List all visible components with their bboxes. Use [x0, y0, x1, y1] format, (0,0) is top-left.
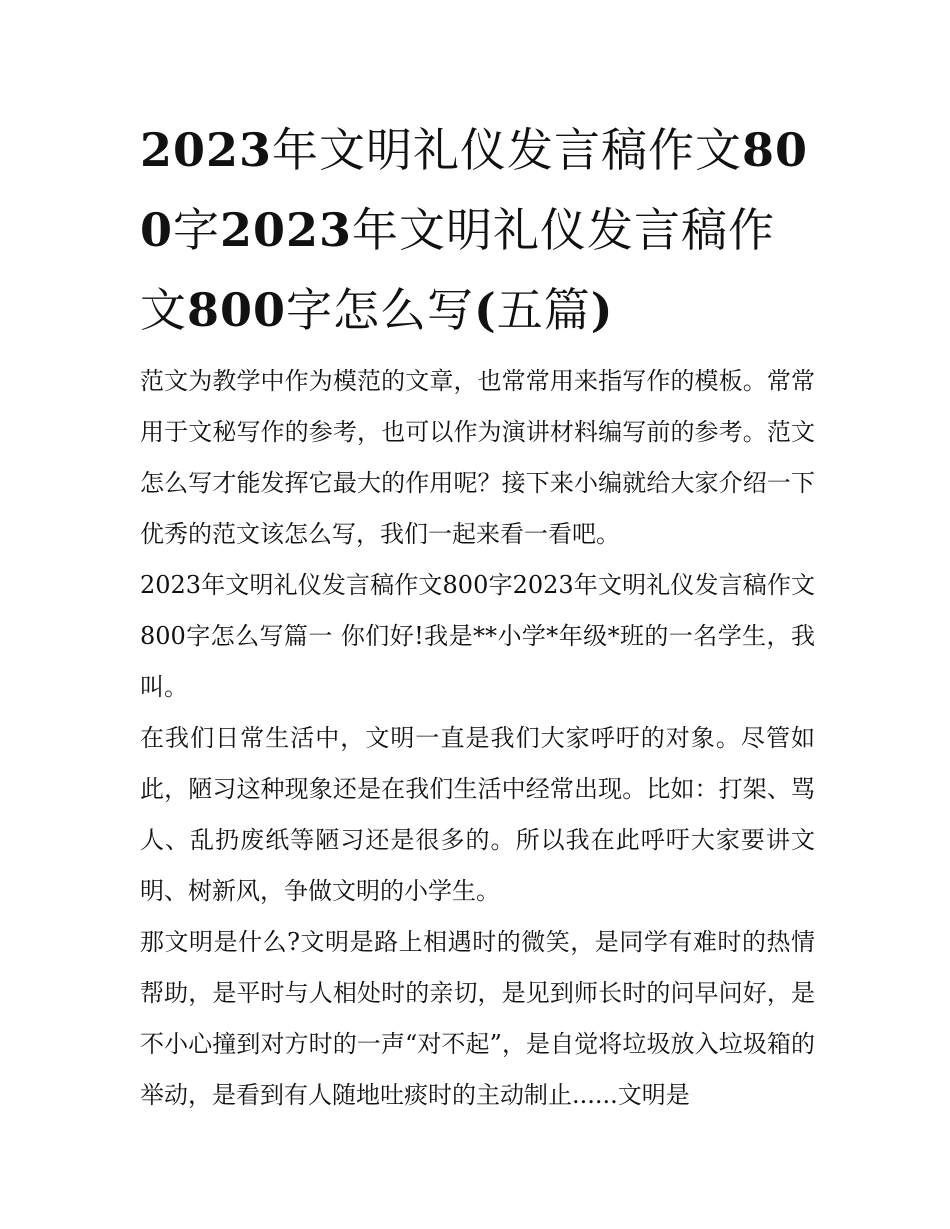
document-page [140, 110, 815, 1121]
paragraph-daily-life: 在我们日常生活中，文明一直是我们大家呼吁的对象。尽管如此，陋习这种现象还是在我们生活中经常出现。比如：打架、骂人、乱扔废纸等陋习还是很多的。所以我在此呼吁大家要讲文明、树新风，争做文明的小学生。 [140, 724, 815, 905]
document-title: 2023年文明礼仪发言稿作文800字2023年文明礼仪发言稿作文800字怎么写(五篇) [140, 123, 809, 337]
paragraph-what-is-civility: 那文明是什么?文明是路上相遇时的微笑，是同学有难时的热情帮助，是平时与人相处时的亲切，是见到师长时的问早问好，是不小心撞到对方时的一声“对不起”，是自觉将垃圾放入垃圾箱的举动，是看到有人随地吐痰时的主动制止......文明是 [140, 928, 815, 1109]
paragraph-intro: 范文为教学中作为模范的文章，也常常用来指写作的模板。常常用于文秘写作的参考，也可以作为演讲材料编写前的参考。范文怎么写才能发挥它最大的作用呢？接下来小编就给大家介绍一下优秀的范文该怎么写，我们一起来看一看吧。 [140, 367, 815, 548]
paragraph-greeting: 2023年文明礼仪发言稿作文800字2023年文明礼仪发言稿作文800字怎么写篇一 你们好!我是**小学*年级*班的一名学生，我叫。 [140, 571, 815, 701]
